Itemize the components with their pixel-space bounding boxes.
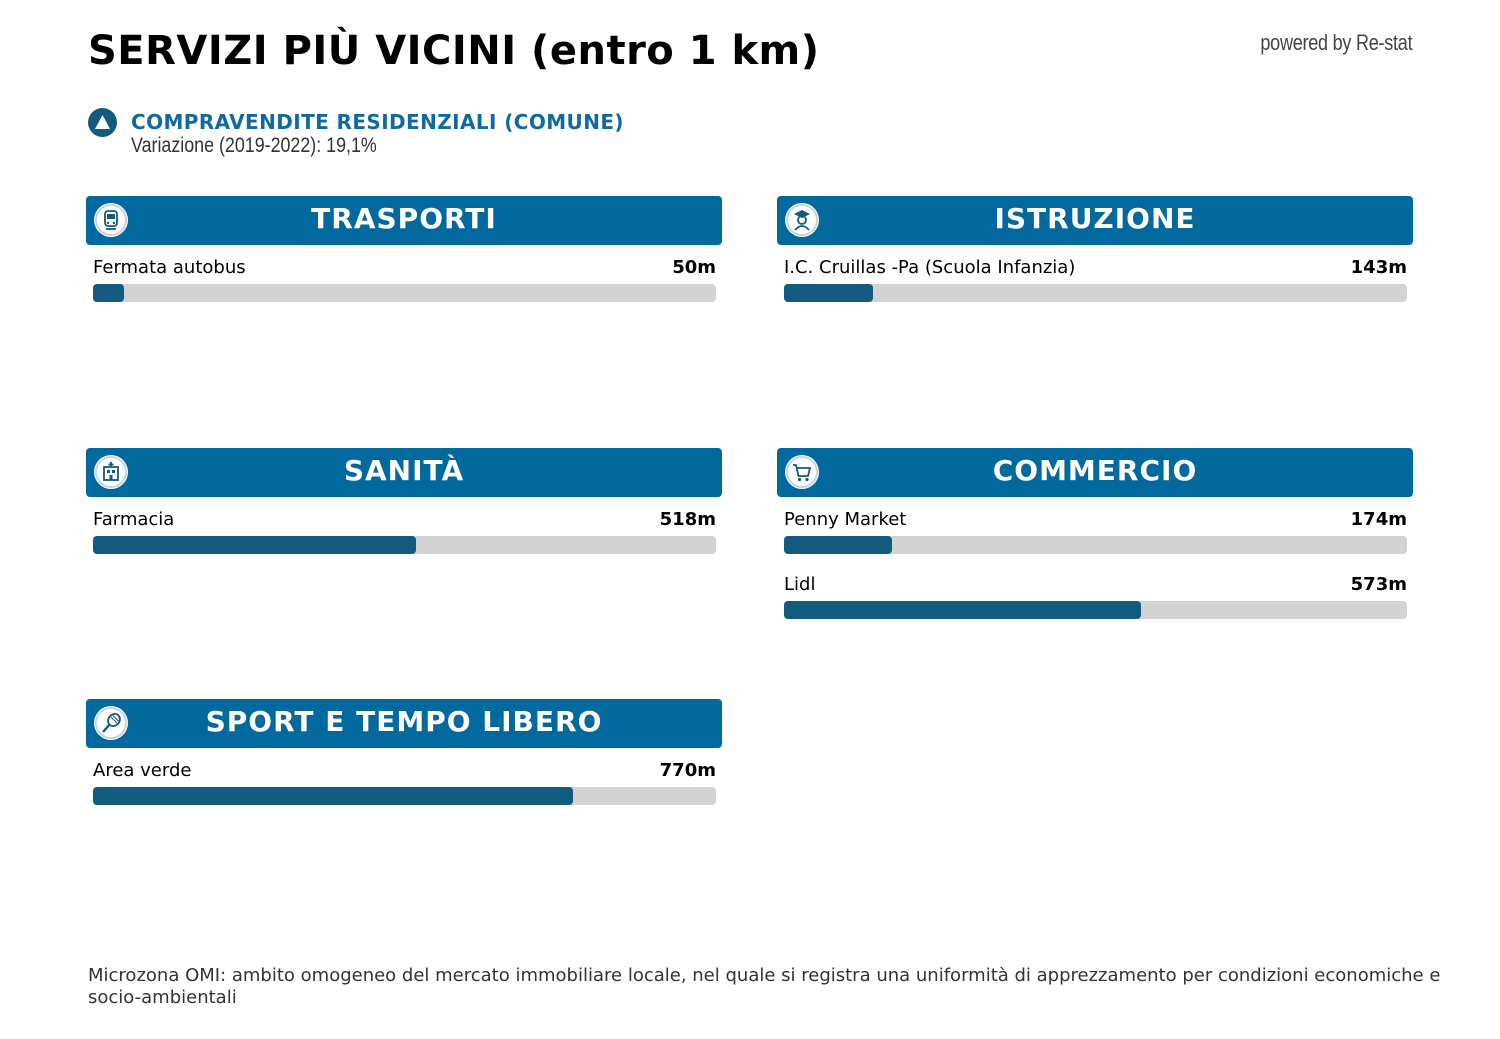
distance-bar-track bbox=[784, 284, 1407, 302]
distance-bar-track bbox=[784, 601, 1407, 619]
powered-by-label: powered by Re-stat bbox=[1259, 30, 1412, 55]
service-row bbox=[93, 505, 716, 562]
service-distance: 143m bbox=[1350, 257, 1407, 278]
triangle-up-icon bbox=[88, 108, 117, 137]
distance-bar-track bbox=[93, 284, 716, 302]
panel-title: SANITÀ bbox=[343, 454, 465, 487]
service-row bbox=[784, 505, 1407, 562]
panel-header bbox=[86, 699, 722, 748]
panel-title: TRASPORTI bbox=[311, 202, 497, 235]
panel-trasporti bbox=[86, 196, 722, 310]
info-title: COMPRAVENDITE RESIDENZIALI (COMUNE) bbox=[131, 110, 624, 134]
service-distance: 174m bbox=[1350, 509, 1407, 530]
panel-title: SPORT E TEMPO LIBERO bbox=[205, 705, 603, 738]
panel-header bbox=[86, 196, 722, 245]
service-name: Penny Market bbox=[784, 509, 907, 530]
service-row bbox=[784, 253, 1407, 310]
service-row bbox=[93, 253, 716, 310]
panel-header bbox=[777, 448, 1413, 497]
panel-sport-tempo-libero bbox=[86, 699, 722, 813]
panel-title: COMMERCIO bbox=[992, 454, 1198, 487]
page-title: SERVIZI PIÙ VICINI (entro 1 km) bbox=[88, 28, 820, 74]
service-distance: 50m bbox=[672, 257, 716, 278]
distance-bar bbox=[93, 284, 124, 302]
service-distance: 770m bbox=[659, 760, 716, 781]
panel-istruzione bbox=[777, 196, 1413, 310]
service-row bbox=[93, 756, 716, 813]
panel-title: ISTRUZIONE bbox=[994, 202, 1196, 235]
distance-bar bbox=[784, 536, 892, 554]
panel-header bbox=[777, 196, 1413, 245]
info-subtitle: Variazione (2019-2022): 19,1% bbox=[131, 134, 377, 157]
distance-bar bbox=[93, 787, 573, 805]
distance-bar bbox=[93, 536, 416, 554]
service-distance: 518m bbox=[659, 509, 716, 530]
service-row bbox=[784, 570, 1407, 627]
service-name: Lidl bbox=[784, 574, 816, 595]
distance-bar bbox=[784, 601, 1141, 619]
service-name: Area verde bbox=[93, 760, 192, 781]
service-name: Fermata autobus bbox=[93, 257, 246, 278]
panel-header bbox=[86, 448, 722, 497]
footnote: Microzona OMI: ambito omogeneo del mercato immobiliare locale, nel quale si registra una uniformità di apprezzamento per condizioni economiche e socio-ambientali bbox=[88, 965, 1441, 1008]
service-distance: 573m bbox=[1350, 574, 1407, 595]
distance-bar-track bbox=[93, 787, 716, 805]
panel-sanita bbox=[86, 448, 722, 562]
panel-commercio bbox=[777, 448, 1413, 627]
distance-bar bbox=[784, 284, 873, 302]
service-name: I.C. Cruillas -Pa (Scuola Infanzia) bbox=[784, 257, 1076, 278]
distance-bar-track bbox=[784, 536, 1407, 554]
distance-bar-track bbox=[93, 536, 716, 554]
service-name: Farmacia bbox=[93, 509, 175, 530]
